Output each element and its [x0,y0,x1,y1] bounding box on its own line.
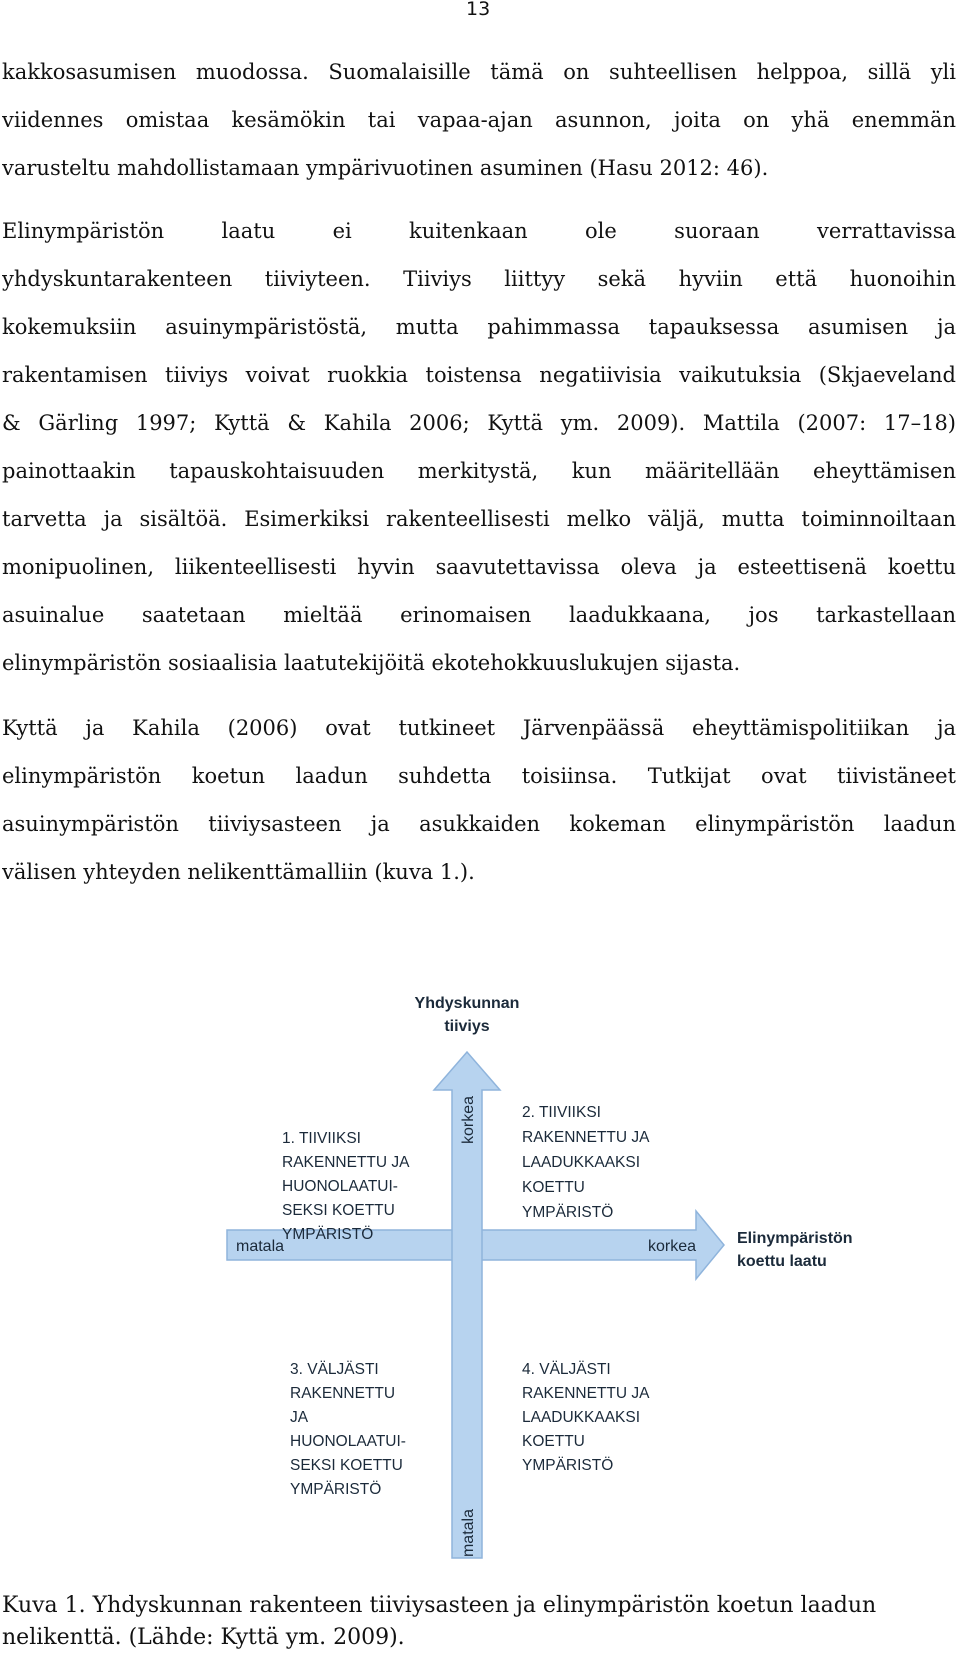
horizontal-low-label: matala [236,1238,285,1255]
quadrant-4-label [522,1361,650,1474]
vertical-axis-title-line1: Yhdyskunnan [414,995,520,1012]
figure-caption [2,1590,876,1654]
text-line: kokemuksiin asuinympäristöstä, mutta pahimmassa tapauksessa asumisen ja [2,315,956,339]
paragraph-2 [2,207,956,687]
quadrant-1-line: SEKSI KOETTU [282,1202,395,1219]
quadrant-3-line: SEKSI KOETTU [290,1457,403,1474]
quadrant-2-line: LAADUKKAAKSI [522,1154,641,1171]
page-number: 13 [466,0,491,20]
text-line: painottaakin tapauskohtaisuuden merkitystä, kun määritellään eheyttämisen [2,459,956,483]
text-line: monipuolinen, liikenteellisesti hyvin saavutettavissa oleva ja esteettisenä koettu [2,555,956,579]
paragraph-1 [2,48,956,192]
text-line: & Gärling 1997; Kyttä & Kahila 2006; Kyttä ym. 2009). Mattila (2007: 17–18) [2,411,956,435]
quadrant-4-line: LAADUKKAAKSI [522,1409,641,1426]
paragraph-3 [2,704,956,896]
text-line: Kyttä ja Kahila (2006) ovat tutkineet Järvenpäässä eheyttämispolitiikan ja [2,716,956,740]
quadrant-3-line: 3. VÄLJÄSTI [290,1361,379,1378]
text-line: kakkosasumisen muodossa. Suomalaisille tämä on suhteellisen helppoa, sillä yli [2,60,956,84]
text-line: viidennes omistaa kesämökin tai vapaa-ajan asunnon, joita on yhä enemmän [2,108,956,132]
text-line: elinympäristön sosiaalisia laatutekijöitä ekotehokkuuslukujen sijasta. [2,651,741,675]
text-line: asuinalue saatetaan mieltää erinomaisen laadukkaana, jos tarkastellaan [2,603,956,627]
vertical-low-label: matala [460,1508,477,1558]
quadrant-3-line: HUONOLAATUI- [290,1433,406,1450]
quadrant-1-line: RAKENNETTU JA [282,1154,410,1171]
quadrant-4-line: KOETTU [522,1433,585,1450]
quadrant-3-line: JA [290,1409,309,1426]
quadrant-3-line: YMPÄRISTÖ [290,1481,382,1498]
horizontal-axis-title-line2: koettu laatu [737,1253,827,1270]
quadrant-1-line: HUONOLAATUI- [282,1178,398,1195]
quadrant-2-line: 2. TIIVIIKSI [522,1104,601,1121]
horizontal-high-label: korkea [648,1238,697,1255]
quadrant-4-line: RAKENNETTU JA [522,1385,650,1402]
text-line: varusteltu mahdollistamaan ympärivuotinen asuminen (Hasu 2012: 46). [2,156,769,180]
quadrant-3-line: RAKENNETTU [290,1385,396,1402]
quadrant-2-line: YMPÄRISTÖ [522,1204,614,1221]
quadrant-4-line: 4. VÄLJÄSTI [522,1361,611,1378]
caption-line: nelikenttä. (Lähde: Kyttä ym. 2009). [2,1625,405,1650]
quadrant-diagram [0,990,960,1590]
quadrant-4-line: YMPÄRISTÖ [522,1457,614,1474]
text-line: rakentamisen tiiviys voivat ruokkia toistensa negatiivisia vaikutuksia (Skjaeveland [2,363,956,387]
vertical-high-label: korkea [460,1095,477,1145]
text-line: yhdyskuntarakenteen tiiviyteen. Tiiviys liittyy sekä hyviin että huonoihin [2,267,956,291]
quadrant-3-label [290,1361,406,1498]
quadrant-1-line: YMPÄRISTÖ [282,1226,374,1243]
horizontal-axis-title-line1: Elinympäristön [737,1230,853,1247]
vertical-axis-title-line2: tiiviys [444,1018,490,1035]
text-line: tarvetta ja sisältöä. Esimerkiksi rakenteellisesti melko väljä, mutta toiminnoiltaan [2,507,956,531]
text-line: asuinympäristön tiiviysasteen ja asukkaiden kokeman elinympäristön laadun [2,812,956,836]
text-line: välisen yhteyden nelikenttämalliin (kuva 1.). [2,860,475,884]
text-line: Elinympäristön laatu ei kuitenkaan ole suoraan verrattavissa [2,219,956,243]
text-line: elinympäristön koetun laadun suhdetta toisiinsa. Tutkijat ovat tiivistäneet [2,764,956,788]
quadrant-2-label [522,1104,650,1221]
caption-line: Kuva 1. Yhdyskunnan rakenteen tiiviysasteen ja elinympäristön koetun laadun [2,1593,877,1618]
quadrant-1-line: 1. TIIVIIKSI [282,1130,361,1147]
quadrant-2-line: KOETTU [522,1179,585,1196]
quadrant-1-label [282,1130,410,1243]
quadrant-2-line: RAKENNETTU JA [522,1129,650,1146]
